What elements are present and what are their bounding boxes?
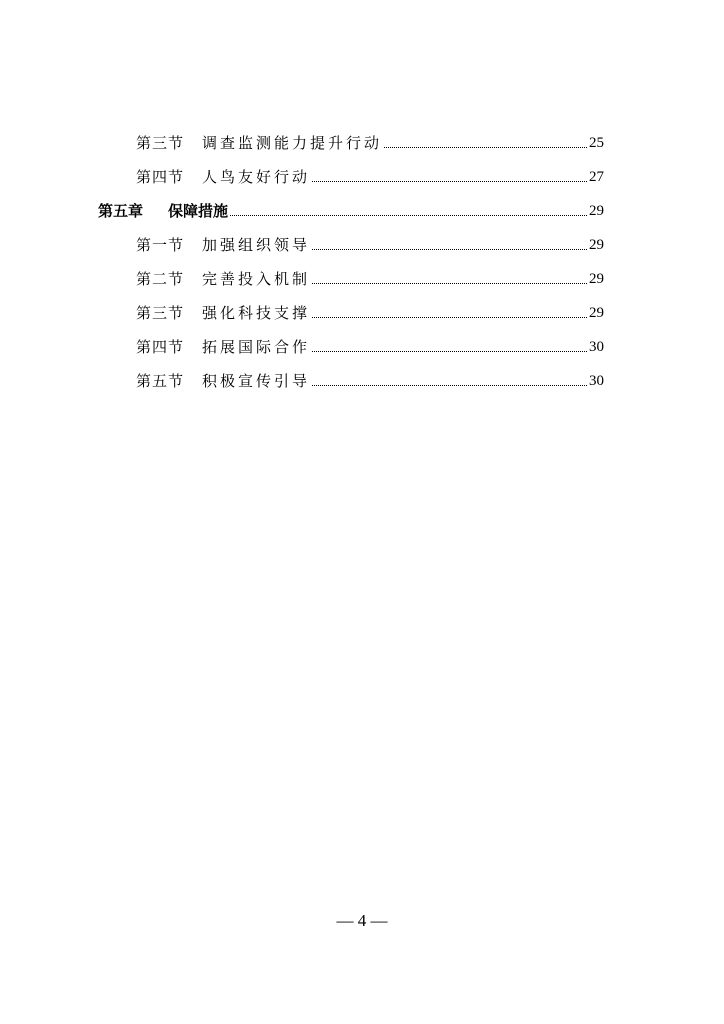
dot-leader bbox=[312, 350, 587, 352]
toc-entry[interactable] bbox=[136, 265, 604, 289]
toc-entry-page: 30 bbox=[589, 373, 604, 389]
toc-entry-page: 25 bbox=[589, 135, 604, 151]
dot-leader bbox=[312, 248, 587, 250]
dot-leader bbox=[384, 146, 587, 148]
page-number: — 4 — bbox=[336, 911, 388, 930]
toc-entry-number: 第五节 bbox=[136, 372, 185, 390]
toc-entry-number: 第二节 bbox=[136, 270, 185, 288]
toc-entry-title: 强化科技支撑 bbox=[202, 304, 311, 322]
toc-chapter-title: 保障措施 bbox=[168, 202, 229, 220]
toc-entry-title: 完善投入机制 bbox=[202, 270, 311, 288]
dot-leader bbox=[230, 214, 587, 216]
dot-leader bbox=[312, 282, 587, 284]
dot-leader bbox=[312, 180, 587, 182]
toc-entry[interactable] bbox=[136, 129, 604, 153]
toc-entry-title: 拓展国际合作 bbox=[202, 338, 311, 356]
toc-entry-page: 29 bbox=[589, 305, 604, 321]
toc-chapter-entry[interactable] bbox=[98, 197, 604, 221]
dot-leader bbox=[312, 384, 587, 386]
toc-entry-page: 27 bbox=[589, 169, 604, 185]
toc-entry-page: 29 bbox=[589, 203, 604, 219]
toc-entry[interactable] bbox=[136, 333, 604, 357]
toc-entry-number: 第四节 bbox=[136, 338, 185, 356]
toc-entry-title: 调查监测能力提升行动 bbox=[202, 134, 383, 152]
toc-chapter-number: 第五章 bbox=[98, 202, 144, 220]
toc-entry-page: 29 bbox=[589, 237, 604, 253]
toc-entry[interactable] bbox=[136, 299, 604, 323]
toc-entry-title: 加强组织领导 bbox=[202, 236, 311, 254]
toc-entry[interactable] bbox=[136, 231, 604, 255]
toc-entry[interactable] bbox=[136, 163, 604, 187]
toc-entry-number: 第一节 bbox=[136, 236, 185, 254]
dot-leader bbox=[312, 316, 587, 318]
toc-entry-number: 第三节 bbox=[136, 304, 185, 322]
toc-entry-page: 30 bbox=[589, 339, 604, 355]
toc-entry-page: 29 bbox=[589, 271, 604, 287]
toc-entry-title: 人鸟友好行动 bbox=[202, 168, 311, 186]
toc-entry[interactable] bbox=[136, 367, 604, 391]
toc-entry-title: 积极宣传引导 bbox=[202, 372, 311, 390]
toc-entry-number: 第四节 bbox=[136, 168, 185, 186]
toc-entry-number: 第三节 bbox=[136, 134, 185, 152]
